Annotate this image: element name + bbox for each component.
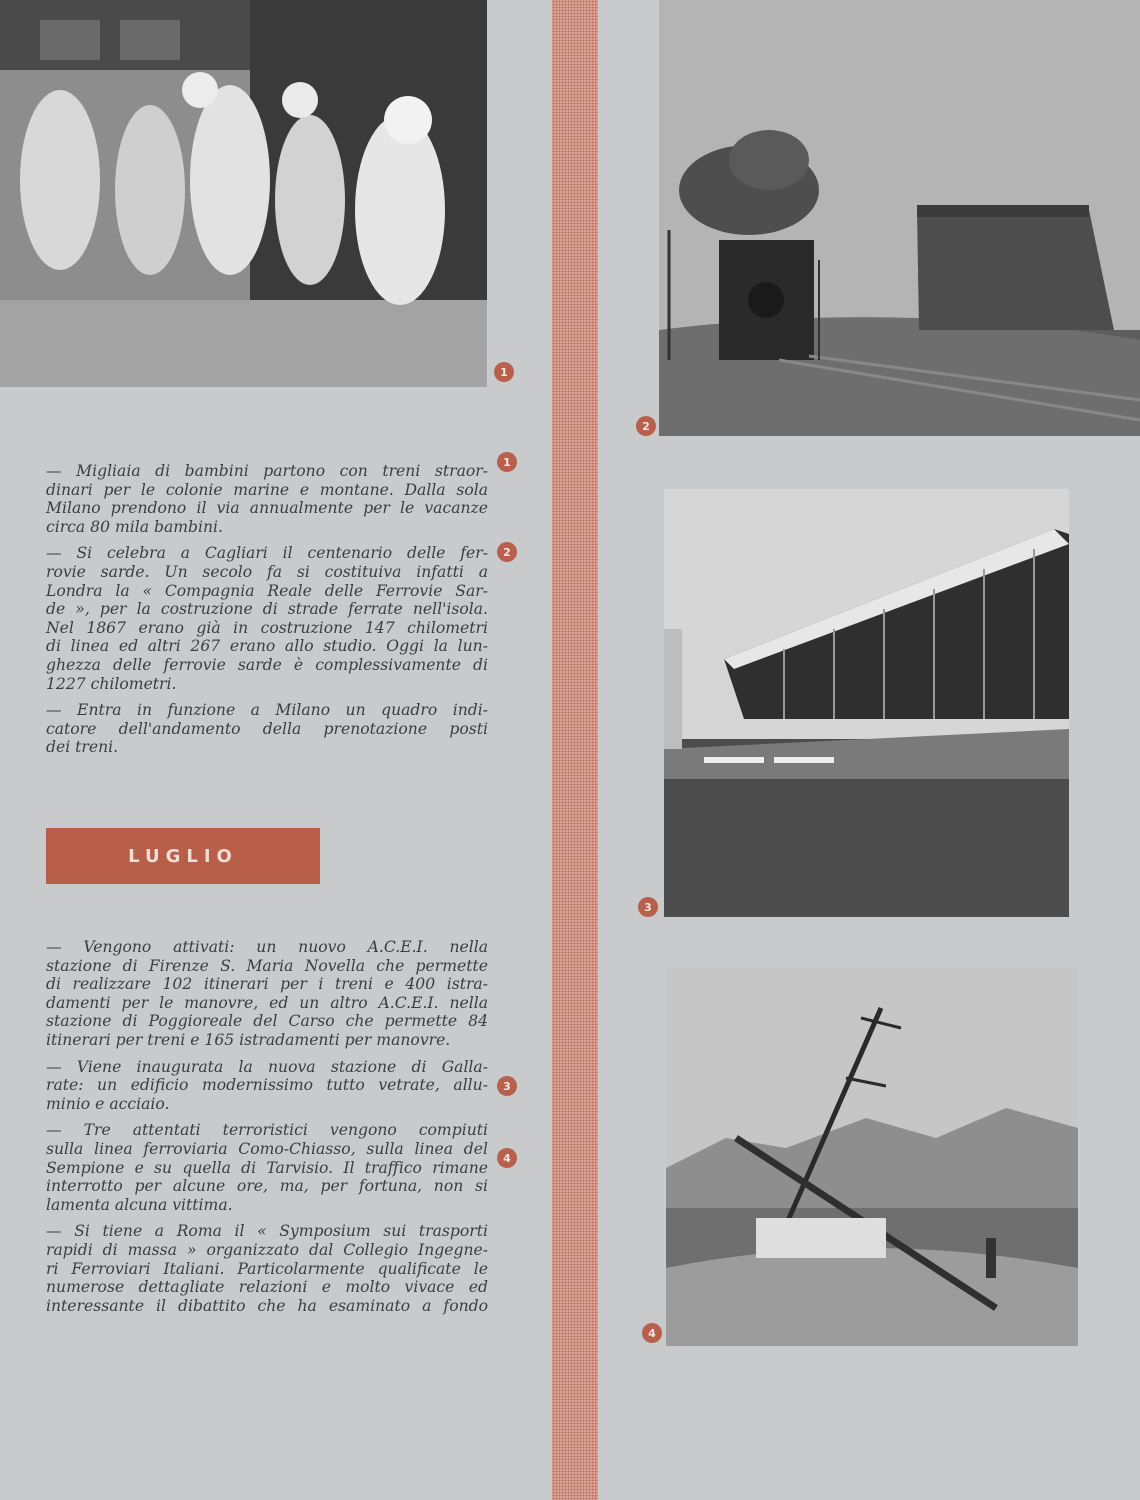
text-line: ri Ferroviari Italiani. Particolarmente qualificate le xyxy=(46,1259,488,1278)
text-line: Nel 1867 erano già in costruzione 147 chilometri xyxy=(46,618,488,637)
text-line: sulla linea ferroviaria Como-Chiasso, sulla linea del xyxy=(46,1139,488,1158)
entry-badge-3: 3 xyxy=(497,1076,517,1096)
text-line: dei treni. xyxy=(46,738,119,757)
dotted-column-divider xyxy=(552,0,598,1500)
photo-damaged-power-line xyxy=(666,968,1078,1346)
text-line: — Si tiene a Roma il « Symposium sui trasporti xyxy=(46,1222,488,1241)
photo-steam-locomotive xyxy=(659,0,1140,436)
text-line: rapidi di massa » organizzato dal Collegio Ingegne- xyxy=(46,1240,488,1259)
photo-badge-4: 4 xyxy=(642,1323,662,1343)
text-line: de », per la costruzione di strade ferrate nell'isola. xyxy=(46,600,488,619)
text-line: ghezza delle ferrovie sarde è complessivamente di xyxy=(46,655,488,674)
text-line: — Migliaia di bambini partono con treni straor- xyxy=(46,462,488,480)
text-line: numerose dettagliate relazioni e molto vivace ed xyxy=(46,1278,488,1297)
entry-terror-attacks xyxy=(46,1121,488,1214)
photo-badge-1: 1 xyxy=(494,362,514,382)
text-line: Londra la « Compagnia Reale delle Ferrovie Sar- xyxy=(46,581,488,600)
text-line: — Entra in funzione a Milano un quadro indi- xyxy=(46,701,488,720)
text-line: dinari per le colonie marine e montane. Dalla sola xyxy=(46,480,488,499)
text-line: — Viene inaugurata la nuova stazione di Galla- xyxy=(46,1057,488,1076)
photo-badge-2: 2 xyxy=(636,416,656,436)
text-line: — Tre attentati terroristici vengono compiuti xyxy=(46,1121,488,1140)
photo-badge-3: 3 xyxy=(638,897,658,917)
text-line: catore dell'andamento della prenotazione posti xyxy=(46,719,488,738)
text-line: 1227 chilometri. xyxy=(46,674,177,693)
text-line: damenti per le manovre, ed un altro A.C.E.I. nella xyxy=(46,993,488,1012)
text-line: itinerari per treni e 165 istradamenti per manovre. xyxy=(46,1030,451,1049)
entry-sardinia-centenary xyxy=(46,544,488,693)
entry-badge-1: 1 xyxy=(497,452,517,472)
entry-acei-activation xyxy=(46,938,488,1050)
text-line: stazione di Firenze S. Maria Novella che permette xyxy=(46,956,488,975)
text-line: stazione di Poggioreale del Carso che permette 84 xyxy=(46,1012,488,1031)
month-heading-july: LUGLIO xyxy=(46,828,320,884)
entry-milan-indicator xyxy=(46,701,488,757)
photo-children-train xyxy=(0,0,487,387)
text-line: Sempione e su quella di Tarvisio. Il traffico rimane xyxy=(46,1158,488,1177)
entry-badge-2: 2 xyxy=(497,542,517,562)
entries-july xyxy=(46,938,488,1315)
text-line: circa 80 mila bambini. xyxy=(46,517,223,536)
text-line: Milano prendono il via annualmente per le vacanze xyxy=(46,499,488,518)
entry-symposium xyxy=(46,1222,488,1315)
text-line: di linea ed altri 267 erano allo studio. Oggi la lun- xyxy=(46,637,488,656)
text-line: di realizzare 102 itinerari per i treni e 400 istra- xyxy=(46,975,488,994)
text-line: — Vengono attivati: un nuovo A.C.E.I. nella xyxy=(46,938,488,956)
entry-badge-4: 4 xyxy=(497,1148,517,1168)
text-line: interrotto per alcune ore, ma, per fortuna, non si xyxy=(46,1177,488,1196)
photo-gallarate-station xyxy=(664,489,1069,917)
entry-children-colonies xyxy=(46,462,488,536)
text-line: interessante il dibattito che ha esaminato a fondo xyxy=(46,1296,488,1315)
text-line: lamenta alcuna vittima. xyxy=(46,1195,233,1214)
text-line: rovie sarde. Un secolo fa si costituiva infatti a xyxy=(46,562,488,581)
text-line: rate: un edificio modernissimo tutto vetrate, allu- xyxy=(46,1076,488,1095)
text-line: — Si celebra a Cagliari il centenario delle fer- xyxy=(46,544,488,563)
entries-june xyxy=(46,462,488,757)
entry-gallarate-station xyxy=(46,1058,488,1114)
text-line: minio e acciaio. xyxy=(46,1094,170,1113)
